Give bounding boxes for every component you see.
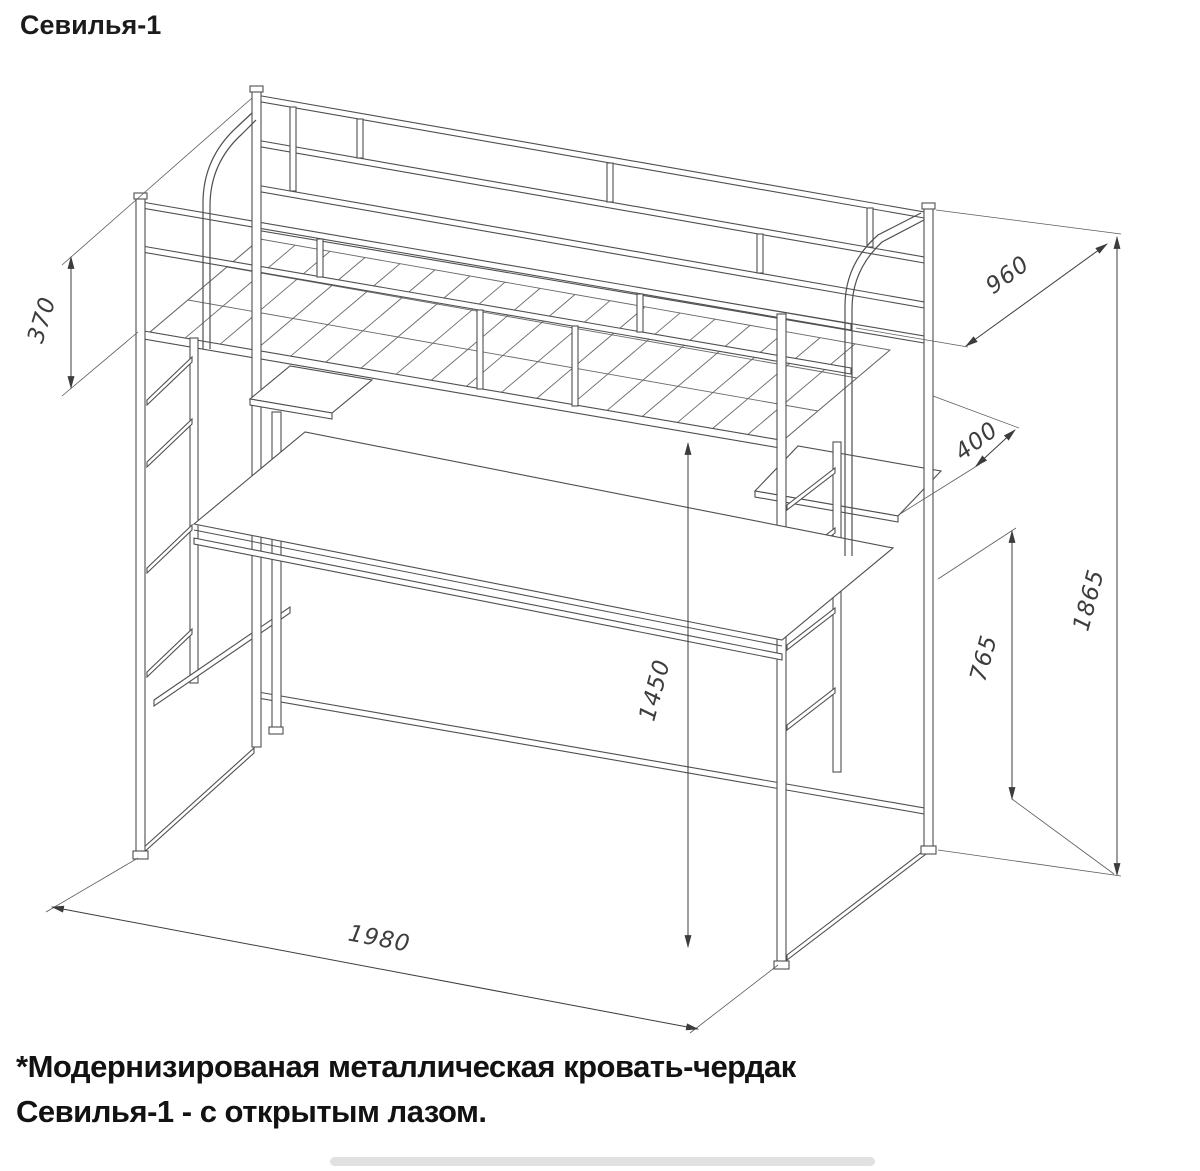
foot-ladder [787,442,926,960]
dim-label-1450: 1450 [634,656,676,724]
page-title: Севилья-1 [20,10,162,40]
caption-line-2: Севилья-1 - с открытым лазом. [16,1094,487,1129]
dim-label-1865: 1865 [1068,566,1110,634]
dim-label-1980: 1980 [346,920,413,958]
caption [16,1044,1116,1134]
dim-label-960: 960 [981,251,1035,300]
dim-label-400: 400 [950,416,1004,466]
bottom-artifact-bar [330,1157,875,1166]
dim-label-765: 765 [965,632,1003,685]
head-ladder [142,338,290,854]
caption-line-1: *Модернизированая металлическая кровать-чердак [16,1049,796,1084]
dim-label-370: 370 [23,293,62,347]
